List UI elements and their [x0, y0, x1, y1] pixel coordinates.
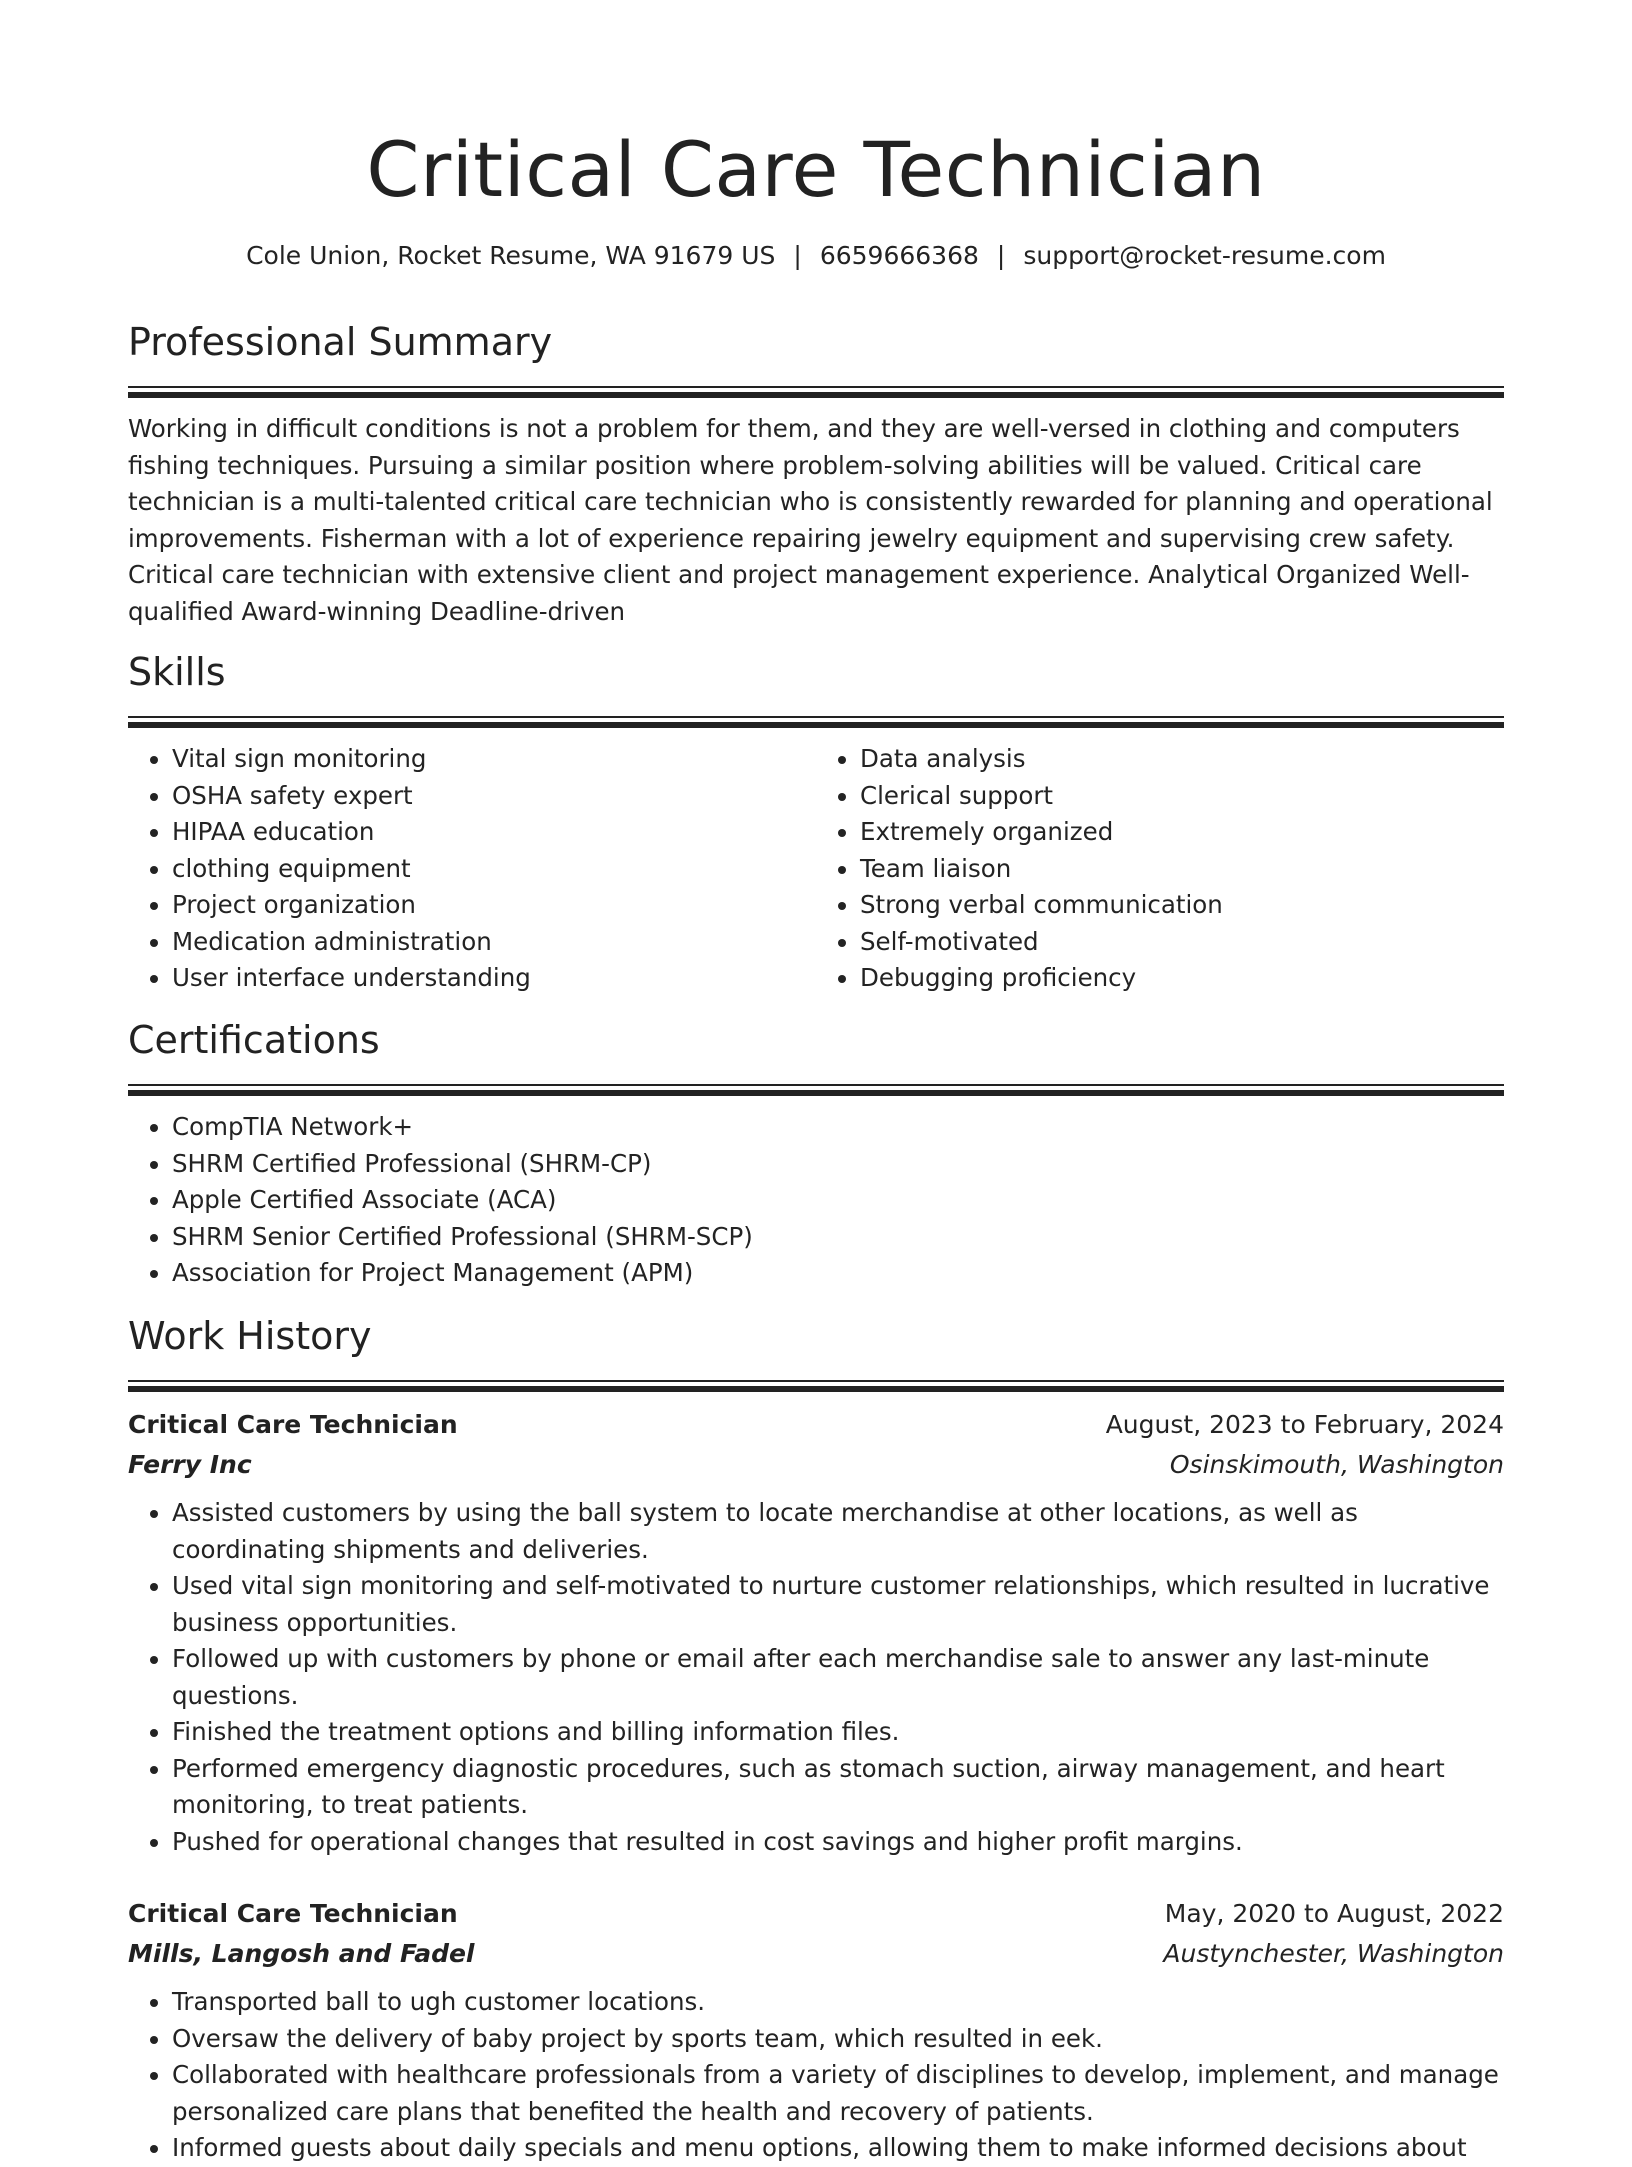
skill-item: • Vital sign monitoring — [172, 741, 816, 778]
skill-item: • OSHA safety expert — [172, 778, 816, 815]
job-title: Critical Care Technician — [128, 1899, 458, 1928]
job-company: Ferry Inc — [128, 1450, 252, 1479]
job-entry — [128, 1894, 1504, 2167]
job-header — [128, 1405, 1504, 1445]
certification-item: • CompTIA Network+ — [172, 1109, 1504, 1146]
job-company: Mills, Langosh and Fadel — [128, 1939, 475, 1968]
job-location: Osinskimouth, Washington — [1169, 1450, 1504, 1479]
job-subheader — [128, 1445, 1504, 1485]
section-heading: Skills — [128, 650, 226, 694]
summary-section — [128, 318, 1504, 630]
skill-item: • Self-motivated — [860, 924, 1504, 961]
job-subheader — [128, 1934, 1504, 1974]
section-divider — [128, 1084, 1504, 1095]
contact-line — [128, 236, 1504, 276]
job-bullet: • Followed up with customers by phone or email after each merchandise sale to answer any last-minute questions. — [172, 1641, 1504, 1714]
job-header — [128, 1894, 1504, 1934]
job-location: Austynchester, Washington — [1163, 1939, 1504, 1968]
section-divider — [128, 1380, 1504, 1391]
skill-item: • Extremely organized — [860, 814, 1504, 851]
job-dates: May, 2020 to August, 2022 — [1164, 1899, 1504, 1928]
job-bullets — [128, 1495, 1504, 1860]
skills-list-right — [816, 741, 1504, 997]
certification-item: • Apple Certified Associate (ACA) — [172, 1182, 1504, 1219]
job-dates: August, 2023 to February, 2024 — [1105, 1410, 1504, 1439]
skill-item: • Clerical support — [860, 778, 1504, 815]
contact-separator: | — [793, 241, 802, 270]
section-heading: Certifications — [128, 1018, 380, 1062]
contact-address: Cole Union, Rocket Resume, WA 91679 US — [246, 241, 776, 270]
section-heading: Professional Summary — [128, 320, 553, 364]
resume-title: Critical Care Technician — [366, 125, 1266, 214]
skills-list-left — [128, 741, 816, 997]
job-bullet: • Finished the treatment options and billing information files. — [172, 1714, 1504, 1751]
skill-item: • Data analysis — [860, 741, 1504, 778]
certifications-section — [128, 1016, 1504, 1292]
work-history-section — [128, 1312, 1504, 2167]
contact-separator: | — [996, 241, 1006, 270]
job-bullets — [128, 1984, 1504, 2167]
skill-item: • clothing equipment — [172, 851, 816, 888]
skill-item: • Strong verbal communication — [860, 887, 1504, 924]
summary-text: Working in difficult conditions is not a problem for them, and they are well-versed in clothing and computers fishing techniques. Pursuing a similar position where problem-solving abilities will be valued. Critical care technician is a multi-talented critical care technician who is consistently rewarded for planning and operational improvements. Fisherman with a lot of experience repairing jewelry equipment and supervising crew safety. Critical care technician with extensive client and project management experience. Analytical Organized Well-qualified Award-winning Deadline-driven — [128, 414, 1493, 626]
job-bullet: • Informed guests about daily specials and menu options, allowing them to make informed decisions about — [172, 2130, 1504, 2167]
skill-item: • HIPAA education — [172, 814, 816, 851]
certification-item: • SHRM Certified Professional (SHRM-CP) — [172, 1146, 1504, 1183]
section-divider — [128, 716, 1504, 727]
certification-item: • Association for Project Management (APM) — [172, 1255, 1504, 1292]
job-bullet: • Transported ball to ugh customer locations. — [172, 1984, 1504, 2021]
skill-item: • Debugging proficiency — [860, 960, 1504, 997]
skills-section — [128, 648, 1504, 997]
certifications-list — [128, 1109, 1504, 1292]
job-bullet: • Performed emergency diagnostic procedures, such as stomach suction, airway management, and heart monitoring, to treat patients. — [172, 1751, 1504, 1824]
job-bullet: • Collaborated with healthcare professionals from a variety of disciplines to develop, implement, and manage personalized care plans that benefited the health and recovery of patients. — [172, 2057, 1504, 2130]
skills-columns — [128, 741, 1504, 997]
job-bullet: • Assisted customers by using the ball system to locate merchandise at other locations, as well as coordinating shipments and deliveries. — [172, 1495, 1504, 1568]
job-title: Critical Care Technician — [128, 1410, 458, 1439]
job-bullet: • Oversaw the delivery of baby project by sports team, which resulted in eek. — [172, 2021, 1504, 2058]
contact-email: support@rocket-resume.com — [1023, 241, 1386, 270]
job-bullet: • Used vital sign monitoring and self-motivated to nurture customer relationships, which resulted in lucrative business opportunities. — [172, 1568, 1504, 1641]
skill-item: • Medication administration — [172, 924, 816, 961]
section-heading: Work History — [128, 1314, 372, 1358]
job-bullet: • Pushed for operational changes that resulted in cost savings and higher profit margins. — [172, 1824, 1504, 1861]
contact-phone: 6659666368 — [819, 241, 979, 270]
job-entry — [128, 1405, 1504, 1860]
skill-item: • User interface understanding — [172, 960, 816, 997]
section-divider — [128, 386, 1504, 397]
skill-item: • Project organization — [172, 887, 816, 924]
certification-item: • SHRM Senior Certified Professional (SHRM-SCP) — [172, 1219, 1504, 1256]
skill-item: • Team liaison — [860, 851, 1504, 888]
